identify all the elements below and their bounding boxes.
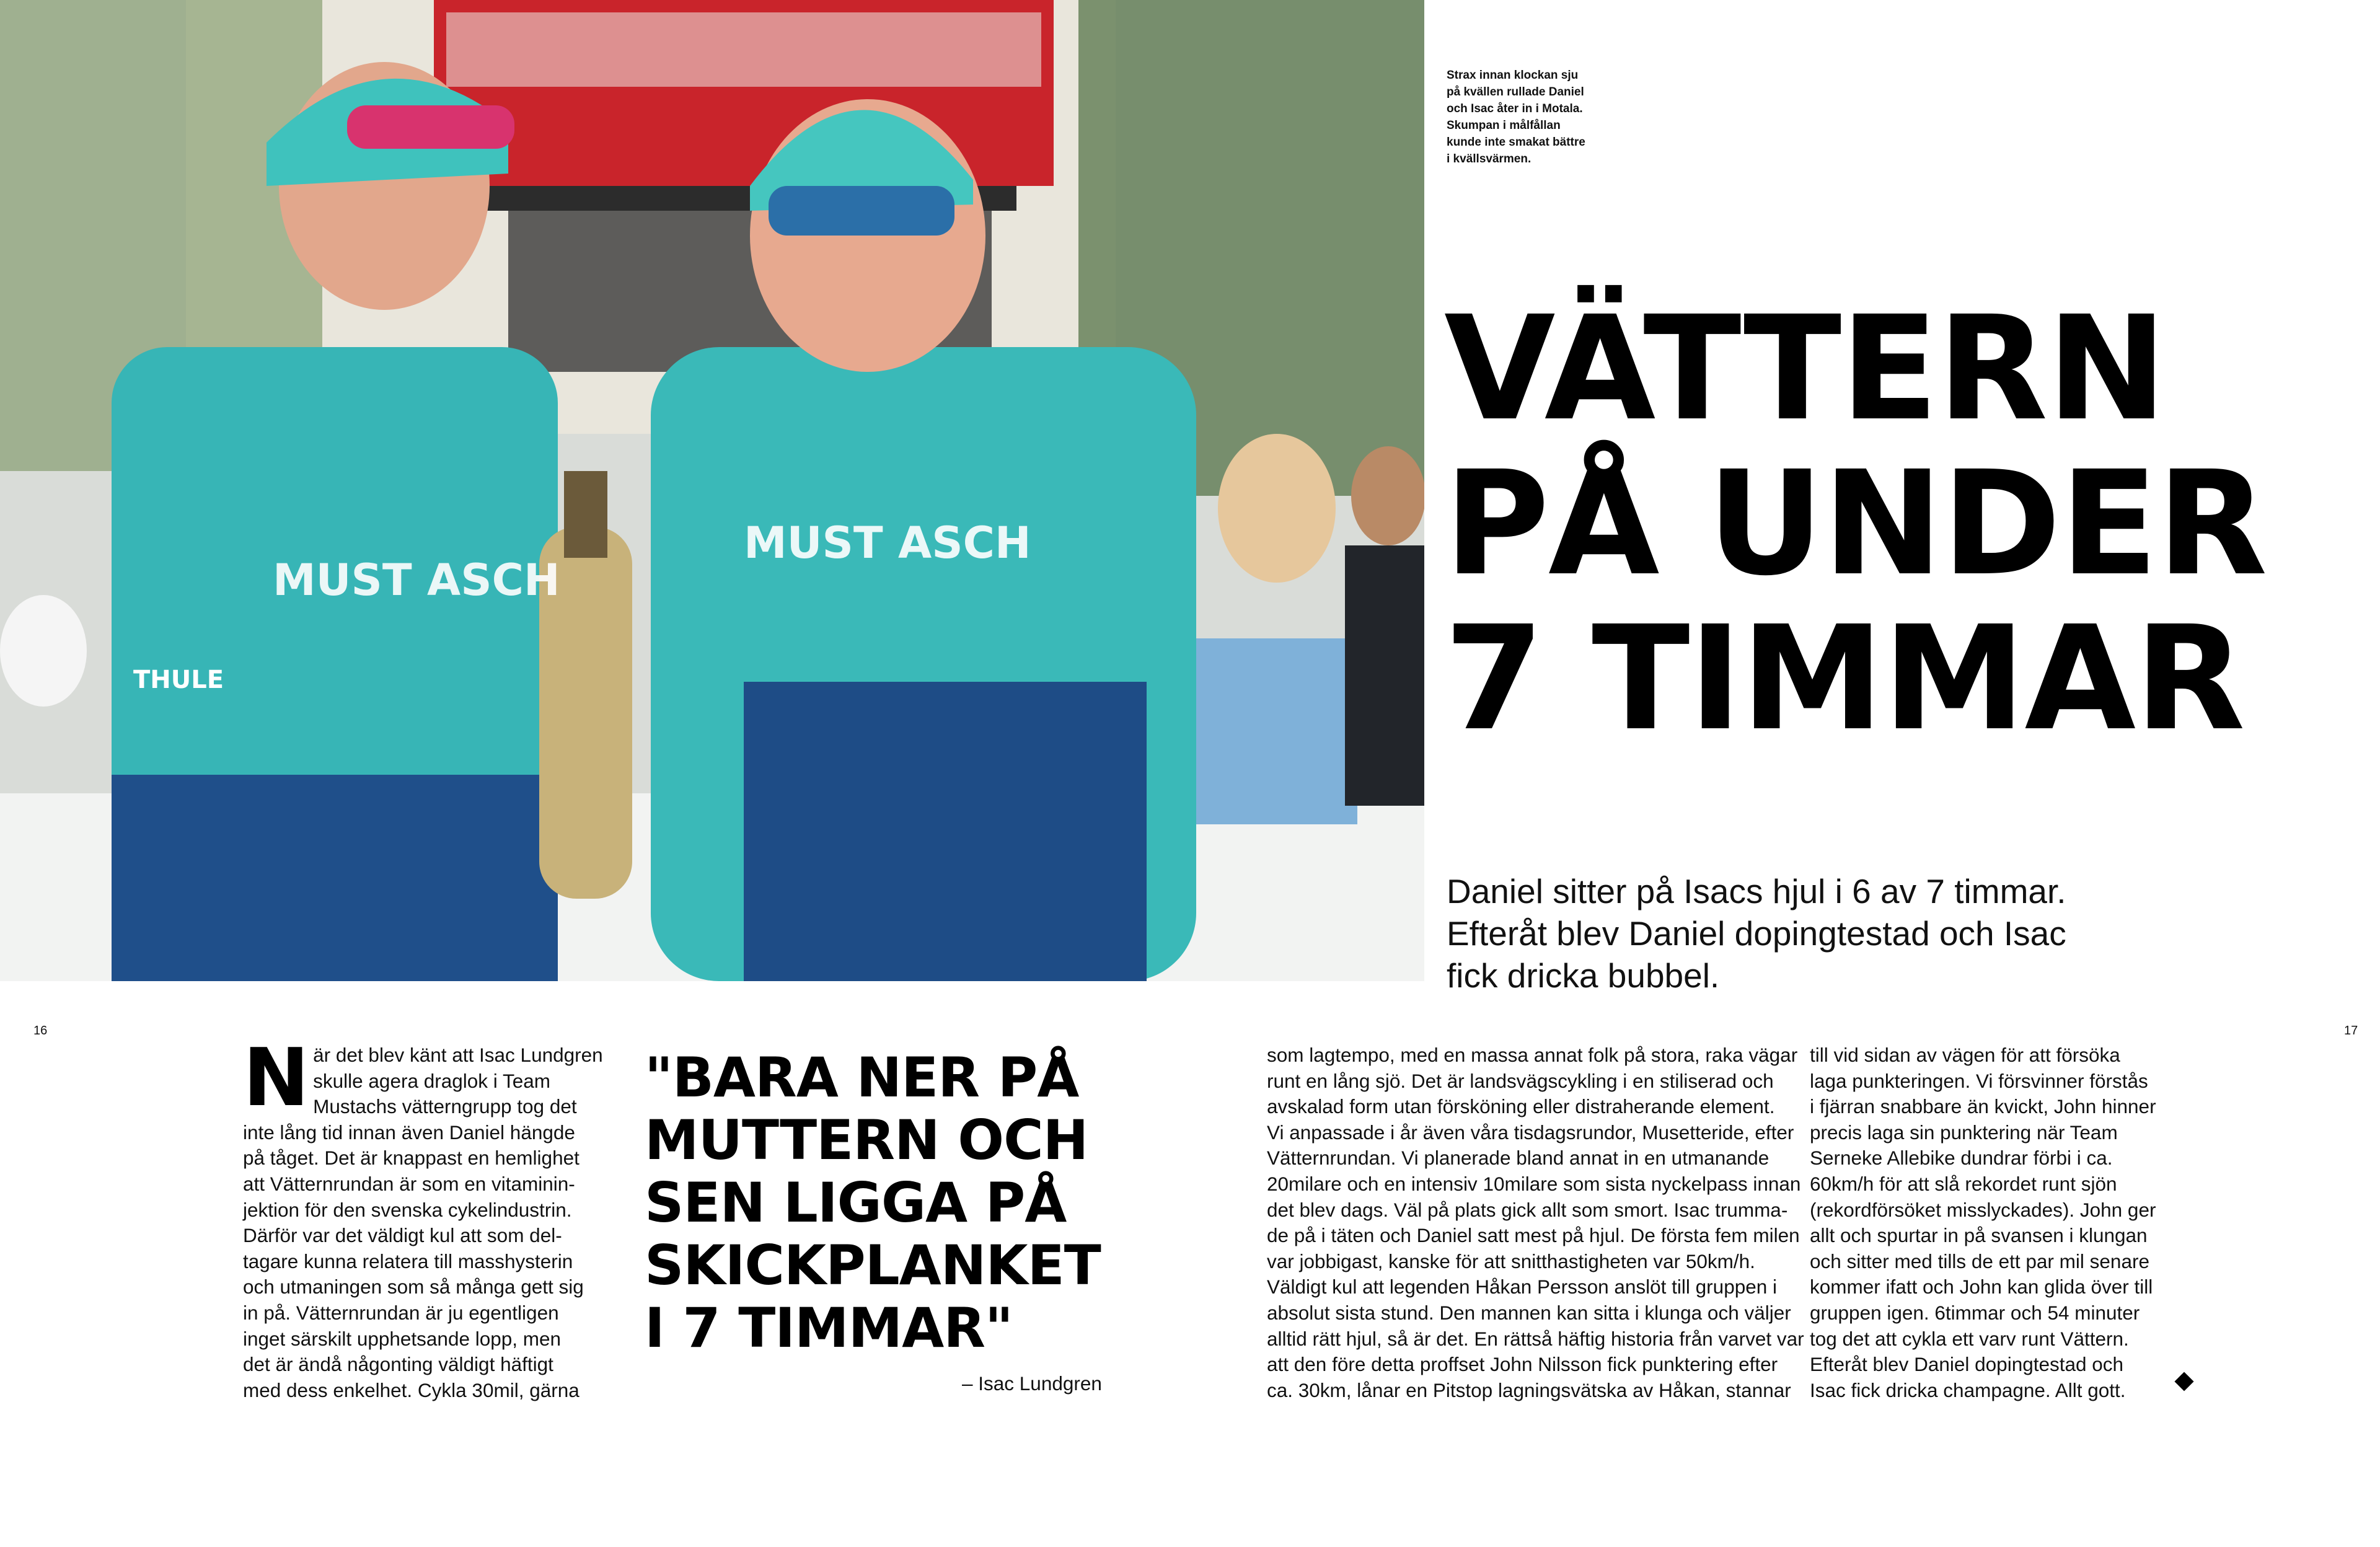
body-line: tagare kunna relatera till masshysterin: [243, 1250, 573, 1272]
caption-line: kunde inte smakat bättre: [1447, 136, 1585, 149]
body-line: jektion för den svenska cykelindustrin.: [243, 1198, 572, 1221]
caption-line: Skumpan i målfållan: [1447, 119, 1561, 132]
body-line: det är ändå någonting väldigt häftigt: [243, 1353, 553, 1376]
body-line: alltid rätt hjul, så är det. En rättså häftig historia från varvet var: [1267, 1327, 1804, 1350]
body-line: in på. Vätternrundan är ju egentligen: [243, 1301, 559, 1324]
article-headline: [1444, 285, 2349, 762]
caption-line: och Isac åter in i Motala.: [1447, 102, 1583, 115]
body-line: och sitter med tills de ett par mil senare: [1810, 1250, 2149, 1272]
lede-line: fick dricka bubbel.: [1447, 956, 1720, 995]
body-line: Vi anpassade i år även våra tisdagsrundor, Musetteride, efter: [1267, 1121, 1794, 1144]
photo-caption: [1447, 67, 1633, 167]
body-line: i fjärran snabbare än kvickt, John hinner: [1810, 1095, 2156, 1118]
pull-quote-line: "BARA NER PÅ: [645, 1046, 1079, 1109]
body-line: precis laga sin punktering när Team: [1810, 1121, 2118, 1144]
end-of-article-diamond-icon: [2174, 1372, 2193, 1391]
pull-quote-line: I 7 TIMMAR": [645, 1296, 1013, 1360]
body-line: Efteråt blev Daniel dopingtestad och: [1810, 1353, 2124, 1376]
body-line: inte lång tid innan även Daniel hängde: [243, 1121, 575, 1144]
pull-quote-line: SEN LIGGA PÅ: [645, 1171, 1067, 1235]
body-line: att Vätternrundan är som en vitaminin-: [243, 1172, 575, 1195]
page-number-right: 17: [2344, 1024, 2358, 1038]
body-line: inget särskilt upphetsande lopp, men: [243, 1327, 562, 1350]
body-line: absolut sista stund. Den mannen kan sitta i klunga och väljer: [1267, 1301, 1791, 1324]
body-column-3: [1810, 1042, 2163, 1403]
body-column-1: [243, 1032, 603, 1403]
caption-line: i kvällsvärmen.: [1447, 152, 1532, 165]
drop-cap: N: [243, 1032, 310, 1124]
body-line: var jobbigast, kanske för att snitthastigheten var 50km/h.: [1267, 1250, 1755, 1272]
pull-quote-line: SKICKPLANKET: [645, 1233, 1101, 1297]
body-line: Väldigt kul att legenden Håkan Persson anslöt till gruppen i: [1267, 1276, 1778, 1298]
body-line: och utmaningen som så många gett sig: [243, 1276, 584, 1298]
body-line: Isac fick dricka champagne. Allt gott.: [1810, 1378, 2126, 1401]
body-line: tog det att cykla ett varv runt Vättern.: [1810, 1327, 2129, 1350]
body-line: gruppen igen. 6timmar och 54 minuter: [1810, 1301, 2140, 1324]
cover-photo: [0, 0, 1424, 981]
page-number-left: 16: [33, 1024, 48, 1038]
body-line: de på i täten och Daniel satt mest på hjul. De första fem milen: [1267, 1224, 1800, 1247]
pull-quote-line: MUTTERN OCH: [645, 1108, 1088, 1172]
headline-line: PÅ UNDER: [1444, 440, 2267, 607]
body-line: 60km/h för att slå rekordet runt sjön: [1810, 1172, 2117, 1195]
body-line: (rekordförsöket misslyckades). John ger: [1810, 1198, 2156, 1221]
headline-line: 7 TIMMAR: [1444, 595, 2244, 762]
body-line: avskalad form utan försköning eller distraherande element.: [1267, 1095, 1775, 1118]
pull-quote-author: – Isac Lundgren: [962, 1372, 1102, 1395]
body-line: kommer ifatt och John kan glida över till: [1810, 1276, 2153, 1298]
body-line: till vid sidan av vägen för att försöka: [1810, 1044, 2120, 1066]
body-line: 20milare och en intensiv 10milare som sista nyckelpass innan: [1267, 1172, 1801, 1195]
body-line: att den före detta proffset John Nilsson fick punktering efter: [1267, 1353, 1778, 1376]
body-line: runt en lång sjö. Det är landsvägscykling i en stiliserad och: [1267, 1069, 1774, 1092]
body-line: på tåget. Det är knappast en hemlighet: [243, 1147, 580, 1170]
body-column-2: [1267, 1042, 1804, 1403]
body-line: Vätternrundan. Vi planerade bland annat in en utmanande: [1267, 1147, 1770, 1170]
pull-quote: [645, 1046, 1101, 1360]
body-line: med dess enkelhet. Cykla 30mil, gärna: [243, 1378, 580, 1401]
body-line: allt och spurtar in på svansen i klungan: [1810, 1224, 2148, 1247]
lede-line: Efteråt blev Daniel dopingtestad och Isac: [1447, 914, 2066, 953]
body-line: är det blev känt att Isac Lundgren: [313, 1044, 603, 1066]
body-line: skulle agera draglok i Team: [313, 1069, 551, 1092]
body-line: det blev dags. Väl på plats gick allt som smort. Isac trumma-: [1267, 1198, 1788, 1221]
body-line: ca. 30km, lånar en Pitstop lagningsvätska av Håkan, stannar: [1267, 1378, 1791, 1401]
cyclists-celebration-photo: [0, 0, 1424, 981]
body-line: Därför var det väldigt kul att som del-: [243, 1224, 562, 1247]
body-line: Serneke Allebike dundrar förbi i ca.: [1810, 1147, 2113, 1170]
article-lede: [1447, 870, 2066, 997]
body-line: Mustachs vätterngrupp tog det: [313, 1095, 577, 1118]
svg-text:MUST ASCH: MUST ASCH: [744, 518, 1031, 568]
headline-line: VÄTTERN: [1444, 285, 2166, 452]
svg-text:THULE: THULE: [133, 666, 224, 694]
svg-text:MUST ASCH: MUST ASCH: [273, 555, 560, 606]
body-line: som lagtempo, med en massa annat folk på stora, raka vägar: [1267, 1044, 1798, 1066]
body-line: laga punkteringen. Vi försvinner förstås: [1810, 1069, 2148, 1092]
lede-line: Daniel sitter på Isacs hjul i 6 av 7 timmar.: [1447, 872, 2066, 910]
caption-line: Strax innan klockan sju: [1447, 69, 1579, 82]
caption-line: på kvällen rullade Daniel: [1447, 86, 1584, 99]
